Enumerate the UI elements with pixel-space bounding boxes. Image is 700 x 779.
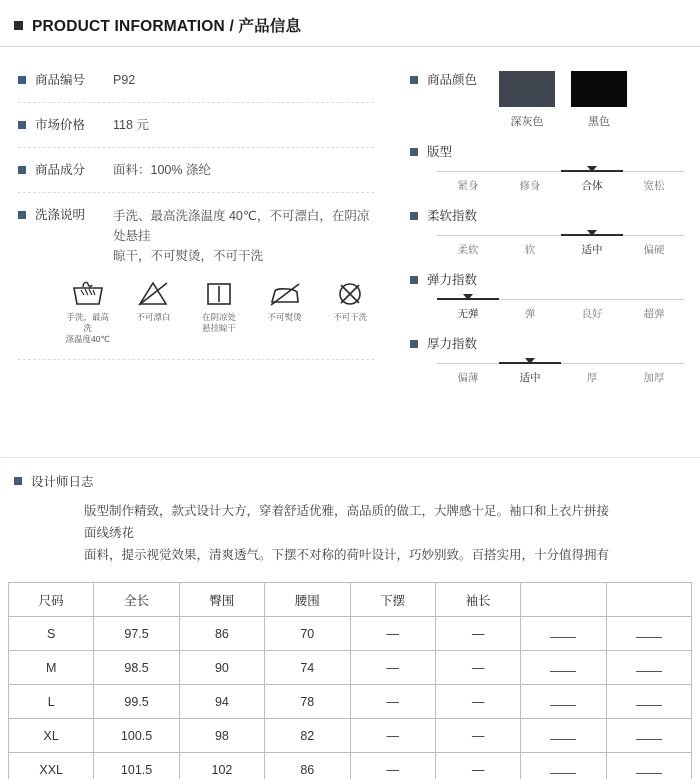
label-composition: 商品成分 — [35, 163, 86, 177]
cell-waist: 70 — [265, 617, 350, 651]
label-market-price: 市场价格 — [35, 118, 86, 132]
scale-header — [410, 271, 685, 289]
cell-hip: 98 — [179, 719, 264, 753]
cell-length: 99.5 — [94, 685, 179, 719]
label-color: 商品颜色 — [427, 73, 478, 87]
scale-tick[interactable]: 良好 — [581, 308, 603, 320]
cell-blank-2 — [606, 651, 691, 685]
care-caption: 不可干洗 — [333, 312, 368, 322]
cell-sleeve: — — [435, 651, 520, 685]
info-columns — [0, 47, 700, 457]
scale-ticks — [437, 364, 685, 385]
cell-length: 98.5 — [94, 651, 179, 685]
cell-size: S — [9, 617, 94, 651]
scale-thickness — [410, 335, 685, 385]
cell-length: 97.5 — [94, 617, 179, 651]
cell-waist: 82 — [265, 719, 350, 753]
page-header — [0, 0, 700, 46]
bullet-icon — [410, 148, 418, 156]
scale-tick[interactable]: 厚 — [586, 372, 598, 384]
size-table — [8, 582, 692, 779]
swatch-color-box — [499, 71, 555, 107]
no-bleach-icon — [135, 278, 171, 308]
cell-sleeve: — — [435, 719, 520, 753]
bullet-icon — [14, 477, 22, 485]
scale-marker-icon — [587, 166, 597, 172]
col-size: 尺码 — [9, 583, 94, 617]
scale-tick[interactable]: 超弹 — [643, 308, 665, 320]
designer-log-body — [84, 500, 616, 566]
cell-size: M — [9, 651, 94, 685]
scale-header — [410, 207, 685, 225]
scale-ticks — [437, 300, 685, 321]
swatch-dark-grey[interactable] — [499, 71, 555, 129]
cell-blank-1 — [521, 651, 606, 685]
cell-length: 100.5 — [94, 719, 179, 753]
scale-tick[interactable]: 修身 — [519, 180, 541, 192]
scale-ticks — [437, 236, 685, 257]
no-dryclean-icon — [332, 278, 368, 308]
care-caption: 不可漂白 — [136, 312, 171, 322]
value-composition: 面料：100% 涤纶 — [113, 163, 211, 177]
info-row-color — [410, 71, 685, 129]
cell-hem: — — [350, 685, 435, 719]
cell-sleeve: — — [435, 617, 520, 651]
value-wash-instructions — [113, 206, 374, 266]
divider — [18, 192, 374, 193]
table-row — [9, 753, 692, 779]
scale-tick-selected[interactable]: 合体 — [581, 180, 603, 192]
right-column — [392, 47, 700, 457]
cell-blank-2 — [606, 617, 691, 651]
col-length: 全长 — [94, 583, 179, 617]
designer-log-section — [0, 457, 700, 566]
scale-marker-icon — [587, 230, 597, 236]
table-row — [9, 617, 692, 651]
cell-blank-1 — [521, 685, 606, 719]
swatch-color-box — [571, 71, 627, 107]
table-row — [9, 651, 692, 685]
scale-ticks — [437, 172, 685, 193]
care-hand-wash — [64, 278, 112, 345]
page-title: PRODUCT INFORMATION / 产品信息 — [32, 18, 302, 35]
scale-marker-icon — [525, 358, 535, 364]
scale-marker-icon — [463, 294, 473, 300]
scale-tick-selected[interactable]: 无弹 — [457, 308, 479, 320]
cell-hip: 86 — [179, 617, 264, 651]
scale-tick[interactable]: 加厚 — [643, 372, 665, 384]
care-line-dry — [195, 278, 243, 345]
cell-blank-2 — [606, 685, 691, 719]
cell-length: 101.5 — [94, 753, 179, 779]
cell-size: XXL — [9, 753, 94, 779]
table-row — [9, 719, 692, 753]
info-row-wash — [18, 206, 374, 266]
label-wash-instructions: 洗涤说明 — [35, 208, 86, 222]
designer-log-line-1: 版型制作精致，款式设计大方，穿着舒适优雅，高品质的做工，大牌感十足。袖口和上衣片拼接面线绣花 — [84, 504, 610, 540]
label-product-code: 商品编号 — [35, 73, 86, 87]
divider — [18, 147, 374, 148]
cell-blank-1 — [521, 617, 606, 651]
cell-hem: — — [350, 719, 435, 753]
col-hip: 臀围 — [179, 583, 264, 617]
left-column — [0, 47, 392, 457]
cell-size: XL — [9, 719, 94, 753]
scale-tick[interactable]: 宽松 — [643, 180, 665, 192]
scale-tick[interactable]: 弹 — [524, 308, 536, 320]
col-hem: 下摆 — [350, 583, 435, 617]
care-icon-row — [64, 278, 374, 345]
divider — [18, 102, 374, 103]
scale-header — [410, 143, 685, 161]
table-header-row — [9, 583, 692, 617]
care-caption: 手洗，最高洗 涤温度40℃ — [65, 312, 111, 344]
bullet-icon — [410, 340, 418, 348]
cell-size: L — [9, 685, 94, 719]
bullet-icon — [18, 121, 26, 129]
col-blank-1 — [521, 583, 606, 617]
wash-line-2: 晾干，不可熨烫，不可干洗 — [113, 249, 264, 263]
info-row-composition — [18, 161, 374, 179]
bullet-icon — [410, 212, 418, 220]
cell-sleeve: — — [435, 685, 520, 719]
scale-softness — [410, 207, 685, 257]
info-row-code — [18, 71, 374, 89]
scale-tick[interactable]: 柔软 — [457, 244, 479, 256]
cell-hip: 94 — [179, 685, 264, 719]
designer-log-header — [0, 472, 700, 490]
line-dry-shade-icon — [201, 278, 237, 308]
col-sleeve: 袖长 — [435, 583, 520, 617]
care-no-bleach — [130, 278, 178, 345]
cell-hem: — — [350, 651, 435, 685]
scale-tick[interactable]: 偏硬 — [643, 244, 665, 256]
scale-label: 柔软指数 — [427, 209, 478, 223]
swatch-caption: 黑色 — [588, 116, 610, 128]
scale-label: 厚力指数 — [427, 337, 478, 351]
col-waist: 腰围 — [265, 583, 350, 617]
cell-waist: 86 — [265, 753, 350, 779]
col-blank-2 — [606, 583, 691, 617]
care-caption: 不可熨烫 — [267, 312, 302, 322]
value-market-price: 118 元 — [113, 118, 149, 132]
scale-label: 版型 — [427, 145, 453, 159]
cell-blank-1 — [521, 753, 606, 779]
wash-line-1: 手洗、最高洗涤温度 40℃，不可漂白，在阴凉处悬挂 — [113, 209, 370, 243]
cell-hem: — — [350, 617, 435, 651]
scale-tick[interactable]: 软 — [524, 244, 536, 256]
cell-hip: 90 — [179, 651, 264, 685]
cell-blank-2 — [606, 719, 691, 753]
cell-hip: 102 — [179, 753, 264, 779]
hand-wash-icon — [70, 278, 106, 308]
swatch-black[interactable] — [571, 71, 627, 129]
bullet-icon — [410, 76, 418, 84]
bullet-icon — [18, 76, 26, 84]
table-row — [9, 685, 692, 719]
scale-tick[interactable]: 紧身 — [457, 180, 479, 192]
bullet-icon — [410, 276, 418, 284]
scale-elasticity — [410, 271, 685, 321]
cell-blank-2 — [606, 753, 691, 779]
swatch-caption: 深灰色 — [510, 116, 544, 128]
bullet-icon — [18, 166, 26, 174]
value-product-code: P92 — [113, 73, 136, 87]
color-swatches — [499, 71, 627, 129]
scale-tick-selected[interactable]: 适中 — [519, 372, 541, 384]
cell-waist: 74 — [265, 651, 350, 685]
scale-tick[interactable]: 偏薄 — [457, 372, 479, 384]
cell-hem: — — [350, 753, 435, 779]
header-square-icon — [14, 21, 23, 30]
care-caption: 在阴凉处 悬挂晾干 — [201, 312, 236, 333]
care-no-iron — [261, 278, 309, 345]
divider — [18, 359, 374, 360]
designer-log-line-2: 面料，提示视觉效果，清爽透气。下摆不对称的荷叶设计，巧妙别致。百搭实用，十分值得拥有 — [84, 548, 610, 562]
cell-blank-1 — [521, 719, 606, 753]
scale-label: 弹力指数 — [427, 273, 478, 287]
bullet-icon — [18, 211, 26, 219]
designer-log-title: 设计师日志 — [31, 475, 94, 489]
scale-tick-selected[interactable]: 适中 — [581, 244, 603, 256]
info-row-price — [18, 116, 374, 134]
scale-fit — [410, 143, 685, 193]
cell-waist: 78 — [265, 685, 350, 719]
scale-header — [410, 335, 685, 353]
cell-sleeve: — — [435, 753, 520, 779]
no-iron-icon — [267, 278, 303, 308]
care-no-dryclean — [326, 278, 374, 345]
